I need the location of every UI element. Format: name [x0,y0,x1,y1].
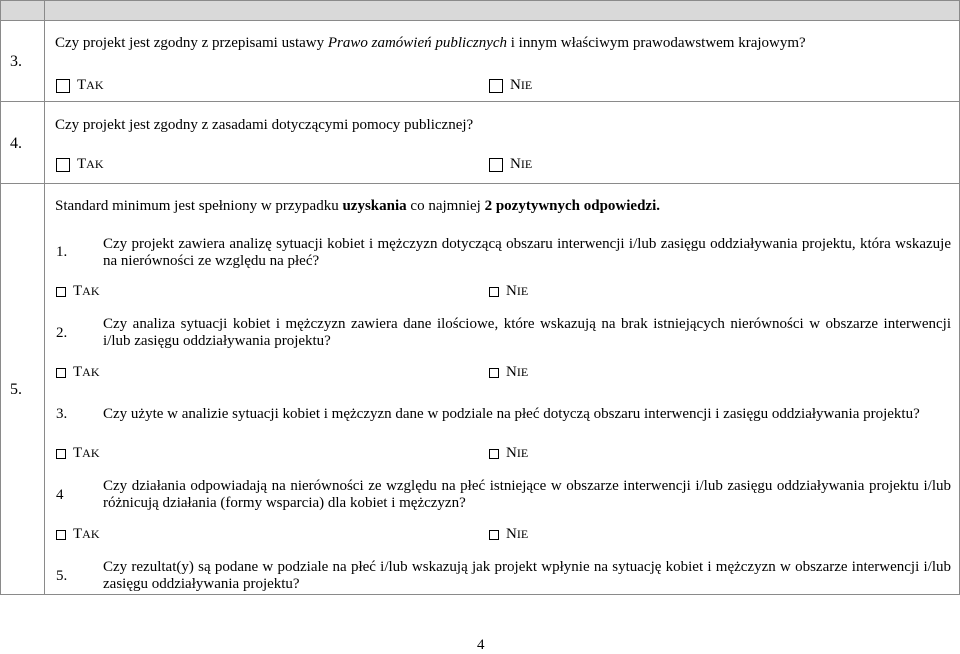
page-number: 4 [477,637,485,653]
row-number: 5. [10,381,22,398]
sub-question-text: Czy rezultat(y) są podane w podziale na płeć i/lub wskazują jak projekt wpłynie na sytuację kobiet i mężczyzn w obszarze interwencji i/lub zasięgu oddziaływania projektu? [103,559,951,592]
table-header-bar [1,1,959,20]
option-yes[interactable]: T AK [56,77,104,94]
checkbox-icon[interactable] [489,530,499,540]
checkbox-icon[interactable] [489,158,503,172]
question-text: Czy projekt jest zgodny z przepisami ustawy Prawo zamówień publicznych i innym właściwym prawodawstwem krajowym? [55,35,806,51]
option-yes[interactable]: T AK [56,283,100,300]
sub-question-text: Czy projekt zawiera analizę sytuacji kobiet i mężczyzn dotyczącą obszaru interwencji i/lub zasięgu oddziaływania projektu, która wskazuje na nierówności ze względu na płeć? [103,236,951,269]
question-text: Czy projekt jest zgodny z zasadami dotyczącymi pomocy publicznej? [55,117,474,133]
option-no[interactable]: N IE [489,77,532,94]
checkbox-icon[interactable] [56,449,66,459]
checkbox-icon[interactable] [56,368,66,378]
checkbox-icon[interactable] [489,287,499,297]
option-no[interactable]: N IE [489,283,528,300]
option-yes[interactable]: T AK [56,156,104,173]
checkbox-icon[interactable] [489,79,503,93]
row-number: 3. [10,53,22,70]
sub-number: 1. [56,244,68,260]
row-divider [0,183,960,184]
checkbox-icon[interactable] [56,287,66,297]
checkbox-icon[interactable] [56,158,70,172]
column-divider [44,0,45,595]
checkbox-icon[interactable] [489,449,499,459]
table-border-top [0,0,960,1]
sub-question-text: Czy analiza sytuacji kobiet i mężczyzn zawiera dane ilościowe, które wskazują na brak istniejących nierówności w obszarze interwencji i/lub zasięgu oddziaływania projektu? [103,316,951,349]
sub-number: 3. [56,406,68,422]
option-yes[interactable]: T AK [56,526,100,543]
table-border-bottom [0,594,960,595]
sub-question-text: Czy działania odpowiadają na nierówności ze względu na płeć istniejące w obszarze interwencji i/lub zasięgu oddziaływania projektu i/lub różnicują działania (formy wsparcia) dla kobiet i mężczyzn? [103,478,951,511]
table-border-left [0,0,1,595]
option-yes[interactable]: T AK [56,445,100,462]
row-number: 4. [10,135,22,152]
row-divider [0,101,960,102]
option-no[interactable]: N IE [489,526,528,543]
option-yes[interactable]: T AK [56,364,100,381]
standard-text: Standard minimum jest spełniony w przypadku uzyskania co najmniej 2 pozytywnych odpowiedzi. [55,198,661,214]
checkbox-icon[interactable] [56,79,70,93]
sub-question-text: Czy użyte w analizie sytuacji kobiet i mężczyzn dane w podziale na płeć dotyczą obszaru interwencji i zasięgu oddziaływania projektu? [103,406,920,422]
sub-number: 5. [56,568,68,584]
checkbox-icon[interactable] [56,530,66,540]
option-no[interactable]: N IE [489,156,532,173]
checkbox-icon[interactable] [489,368,499,378]
option-no[interactable]: N IE [489,445,528,462]
sub-number: 2. [56,325,68,341]
sub-number: 4 [56,487,64,503]
row-divider [0,20,960,21]
option-no[interactable]: N IE [489,364,528,381]
